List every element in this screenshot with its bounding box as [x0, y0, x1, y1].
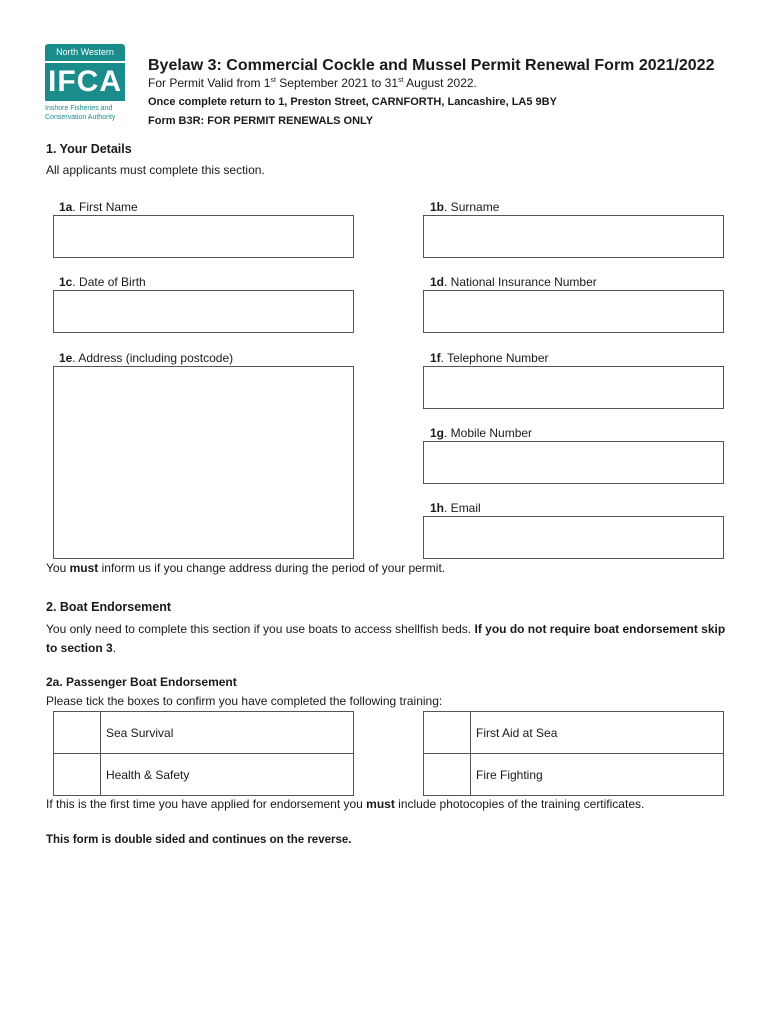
training-row	[423, 711, 724, 754]
first-name-field[interactable]	[53, 215, 354, 258]
telephone-label: 1f. Telephone Number	[430, 351, 549, 365]
return-address: Once complete return to 1, Preston Street, CARNFORTH, Lancashire, LA5 9BY	[148, 96, 557, 108]
training-row	[53, 711, 354, 754]
address-label: 1e. Address (including postcode)	[59, 351, 234, 365]
first-aid-checkbox[interactable]	[424, 712, 471, 753]
passenger-boat-heading: 2a. Passenger Boat Endorsement	[46, 675, 237, 689]
training-label: Sea Survival	[106, 725, 174, 740]
logo-band-text: North Western	[45, 44, 125, 61]
dob-field[interactable]	[53, 290, 354, 333]
section-2-heading: 2. Boat Endorsement	[46, 600, 172, 614]
surname-field[interactable]	[423, 215, 724, 258]
ni-number-field[interactable]	[423, 290, 724, 333]
logo-main-text: IFCA	[45, 63, 125, 101]
surname-label: 1b. Surname	[430, 200, 500, 214]
health-safety-checkbox[interactable]	[54, 754, 101, 795]
section-1-intro: All applicants must complete this section.	[46, 163, 265, 177]
section-1-heading: 1. Your Details	[46, 142, 132, 156]
address-change-note: You must inform us if you change address during the period of your permit.	[46, 561, 446, 575]
telephone-field[interactable]	[423, 366, 724, 409]
training-label: First Aid at Sea	[476, 725, 558, 740]
form-code: Form B3R: FOR PERMIT RENEWALS ONLY	[148, 115, 374, 127]
double-sided-notice: This form is double sided and continues on the reverse.	[46, 834, 352, 846]
form-title: Byelaw 3: Commercial Cockle and Mussel Permit Renewal Form 2021/2022	[148, 57, 715, 74]
email-label: 1h. Email	[430, 501, 481, 515]
validity-line: For Permit Valid from 1st September 2021 to 31st August 2022.	[148, 76, 477, 90]
ni-number-label: 1d. National Insurance Number	[430, 275, 597, 289]
training-instruction: Please tick the boxes to confirm you have completed the following training:	[46, 694, 443, 708]
dob-label: 1c. Date of Birth	[59, 275, 146, 289]
training-label: Fire Fighting	[476, 767, 543, 782]
fire-fighting-checkbox[interactable]	[424, 754, 471, 795]
sea-survival-checkbox[interactable]	[54, 712, 101, 753]
address-field[interactable]	[53, 366, 354, 559]
email-field[interactable]	[423, 516, 724, 559]
training-row	[423, 753, 724, 796]
first-name-label: 1a. First Name	[59, 200, 138, 214]
training-label: Health & Safety	[106, 767, 190, 782]
mobile-field[interactable]	[423, 441, 724, 484]
mobile-label: 1g. Mobile Number	[430, 426, 533, 440]
training-row	[53, 753, 354, 796]
certificates-note: If this is the first time you have applied for endorsement you must include photocopies of the training certificates.	[46, 797, 645, 811]
section-2-intro: You only need to complete this section if you use boats to access shellfish beds. If you do not require boat endorsement skip to section 3.	[46, 622, 726, 655]
logo-sub-text: Inshore Fisheries and Conservation Authority	[45, 105, 116, 121]
ifca-logo	[45, 44, 127, 126]
